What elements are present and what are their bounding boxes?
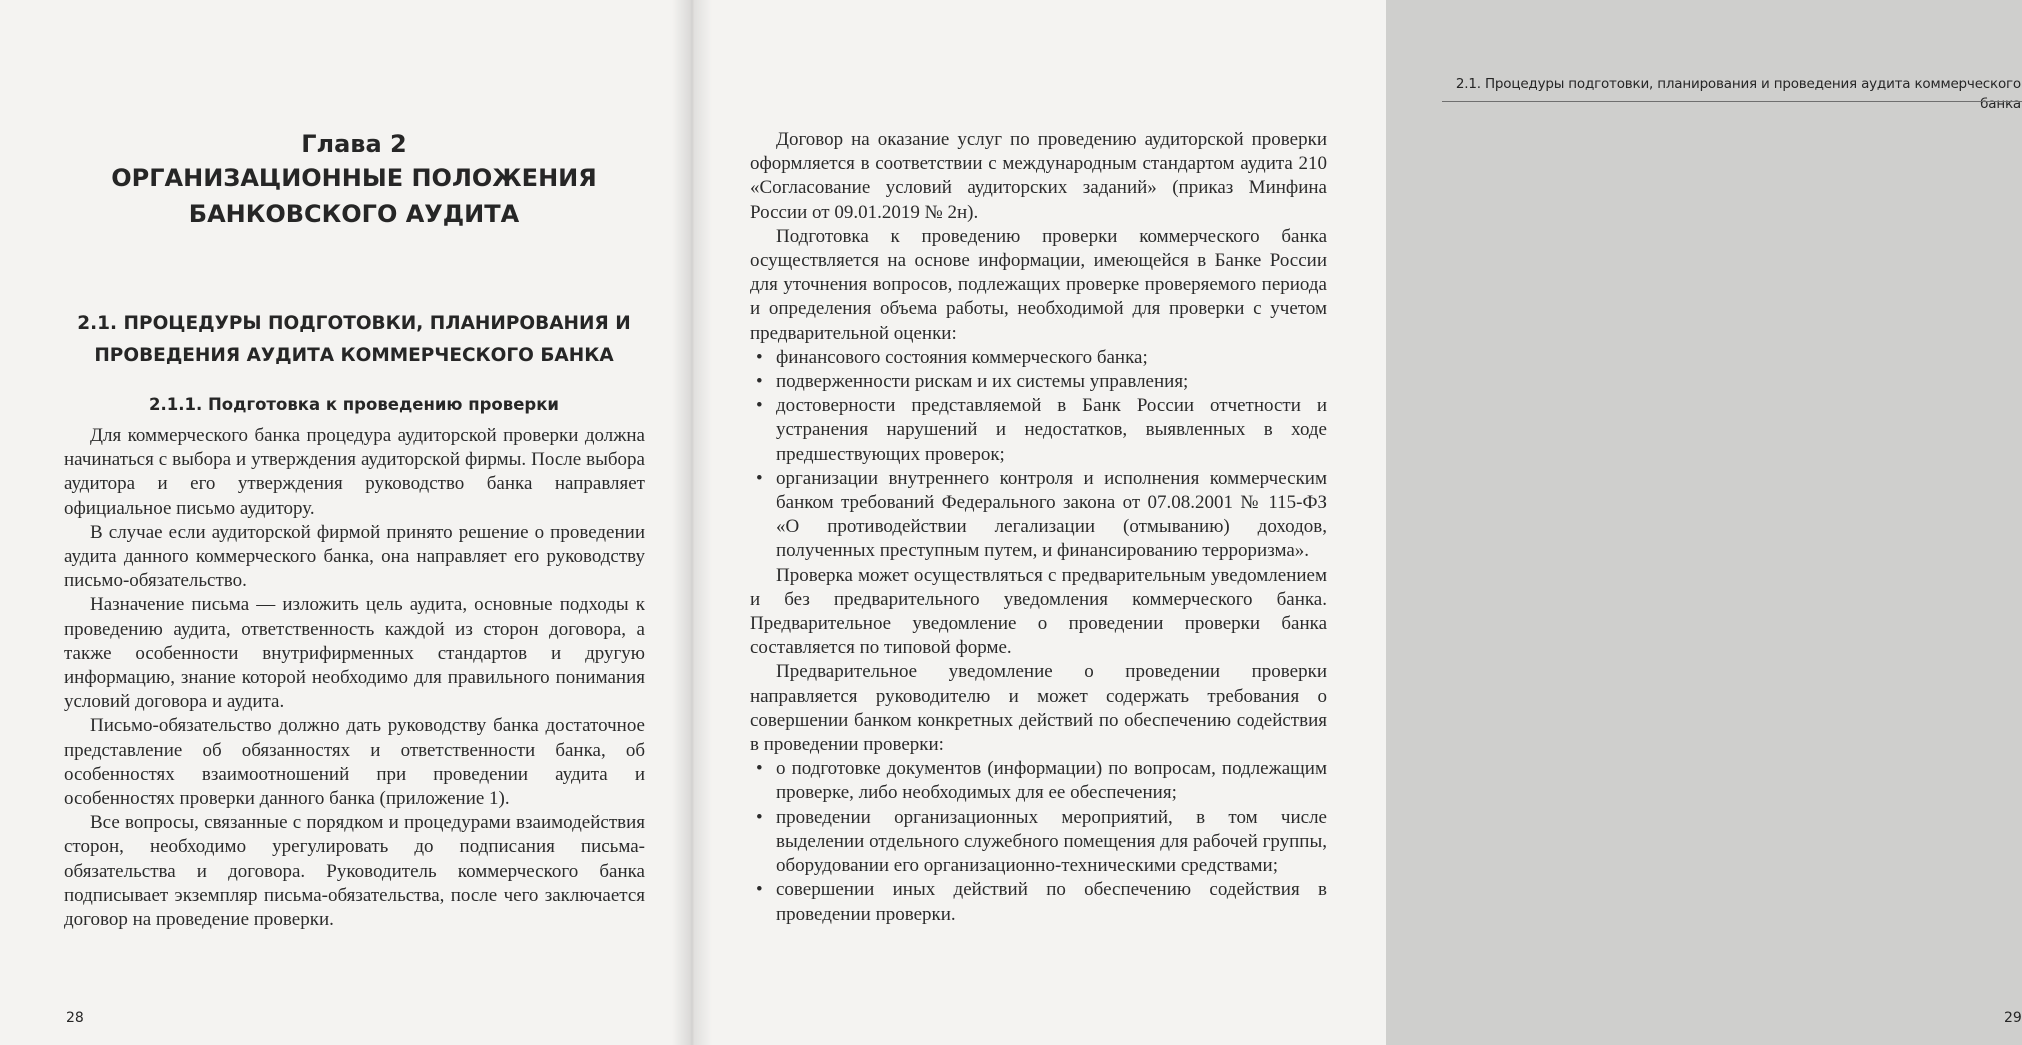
section-title: 2.1. ПРОЦЕДУРЫ ПОДГОТОВКИ, ПЛАНИРОВАНИЯ И ПРОВЕДЕНИЯ АУДИТА КОММЕРЧЕСКОГО БАНКА <box>77 313 631 366</box>
left-page-body <box>64 424 645 932</box>
subsection-title: 2.1.1. Подготовка к проведению проверки <box>149 395 559 414</box>
chapter-title: ОРГАНИЗАЦИОННЫЕ ПОЛОЖЕНИЯ БАНКОВСКОГО АУДИТА <box>111 164 597 228</box>
body-paragraph: Для коммерческого банка процедура аудиторской проверки должна начинаться с выбора и утверждения аудиторской фирмы. После выбора аудитора и его утверждения руководство банка направляет официальное письмо аудитору. <box>64 425 645 519</box>
bullet-list <box>750 757 1327 926</box>
body-paragraph: Подготовка к проведению проверки коммерческого банка осуществляется на основе информации, имеющейся в Банке России для уточнения вопросов, подлежащих проверке проверяемого периода и определения объема работы, необходимой для проверки с учетом предварительной оценки: <box>750 225 1327 344</box>
running-head: 2.1. Процедуры подготовки, планирования и проведения аудита коммерческого банка <box>1455 76 2021 112</box>
list-item: • организации внутреннего контроля и исполнения коммерческим банком требований Федерального закона от 07.08.2001 № 115-ФЗ «О противодействии легализации (отмыванию) доходов, полученных преступным путем, и финансированию терроризма». <box>750 467 1327 564</box>
page-number-right: 29 <box>2004 1010 2022 1026</box>
list-item: • достоверности представляемой в Банк России отчетности и устранения нарушений и недостатков, выявленных в ходе предшествующих проверок; <box>750 394 1327 467</box>
list-item: • проведении организационных мероприятий, в том числе выделении отдельного служебного помещения для рабочей группы, оборудовании его организационно-техническими средствами; <box>750 806 1327 879</box>
bullet-list <box>750 346 1327 564</box>
list-item: • подверженности рискам и их системы управления; <box>750 370 1327 394</box>
page-number-left: 28 <box>66 1010 84 1026</box>
right-page-body <box>750 128 1327 927</box>
body-paragraph: Назначение письма — изложить цель аудита, основные подходы к проведению аудита, ответственность каждой из сторон договора, а также особенности внутрифирменных стандартов и другую информацию, знание которой необходимо для правильного понимания условий договора и аудита. <box>64 594 645 713</box>
running-head-rule <box>1442 101 2022 102</box>
body-paragraph: Все вопросы, связанные с порядком и процедурами взаимодействия сторон, необходимо урегулировать до подписания письма-обязательства и договора. Руководитель коммерческого банка подписывает экземпляр письма-обязательства, после чего заключается договор на проведение проверки. <box>64 812 645 931</box>
left-page <box>0 0 690 1045</box>
list-item: • совершении иных действий по обеспечению содействия в проведении проверки. <box>750 878 1327 926</box>
chapter-label: Глава 2 <box>301 130 407 158</box>
body-paragraph: В случае если аудиторской фирмой принято решение о проведении аудита данного коммерческого банка, она направляет его руководству письмо-обязательство. <box>64 521 645 592</box>
list-item: • финансового состояния коммерческого банка; <box>750 346 1327 370</box>
list-item: • о подготовке документов (информации) по вопросам, подлежащим проверке, либо необходимых для ее обеспечения; <box>750 757 1327 805</box>
book-gutter <box>672 0 712 1045</box>
body-paragraph: Предварительное уведомление о проведении проверки направляется руководителю и может содержать требования о совершении банком конкретных действий по обеспечению содействия в проведении проверки: <box>750 661 1327 756</box>
body-paragraph: Письмо-обязательство должно дать руководству банка достаточное представление об обязанностях и ответственности банка, об особенностях взаимоотношений при проведении аудита и особенностях проверки данного банка (приложение 1). <box>64 715 645 810</box>
body-paragraph: Договор на оказание услуг по проведению аудиторской проверки оформляется в соответствии с международным стандартом аудита 210 «Согласование условий аудиторских заданий» (приказ Минфина России от 09.01.2019 № 2н). <box>750 129 1327 223</box>
body-paragraph: Проверка может осуществляться с предварительным уведомлением и без предварительного уведомления коммерческого банка. Предварительное уведомление о проведении проверки банка составляется по типовой форме. <box>750 564 1327 659</box>
